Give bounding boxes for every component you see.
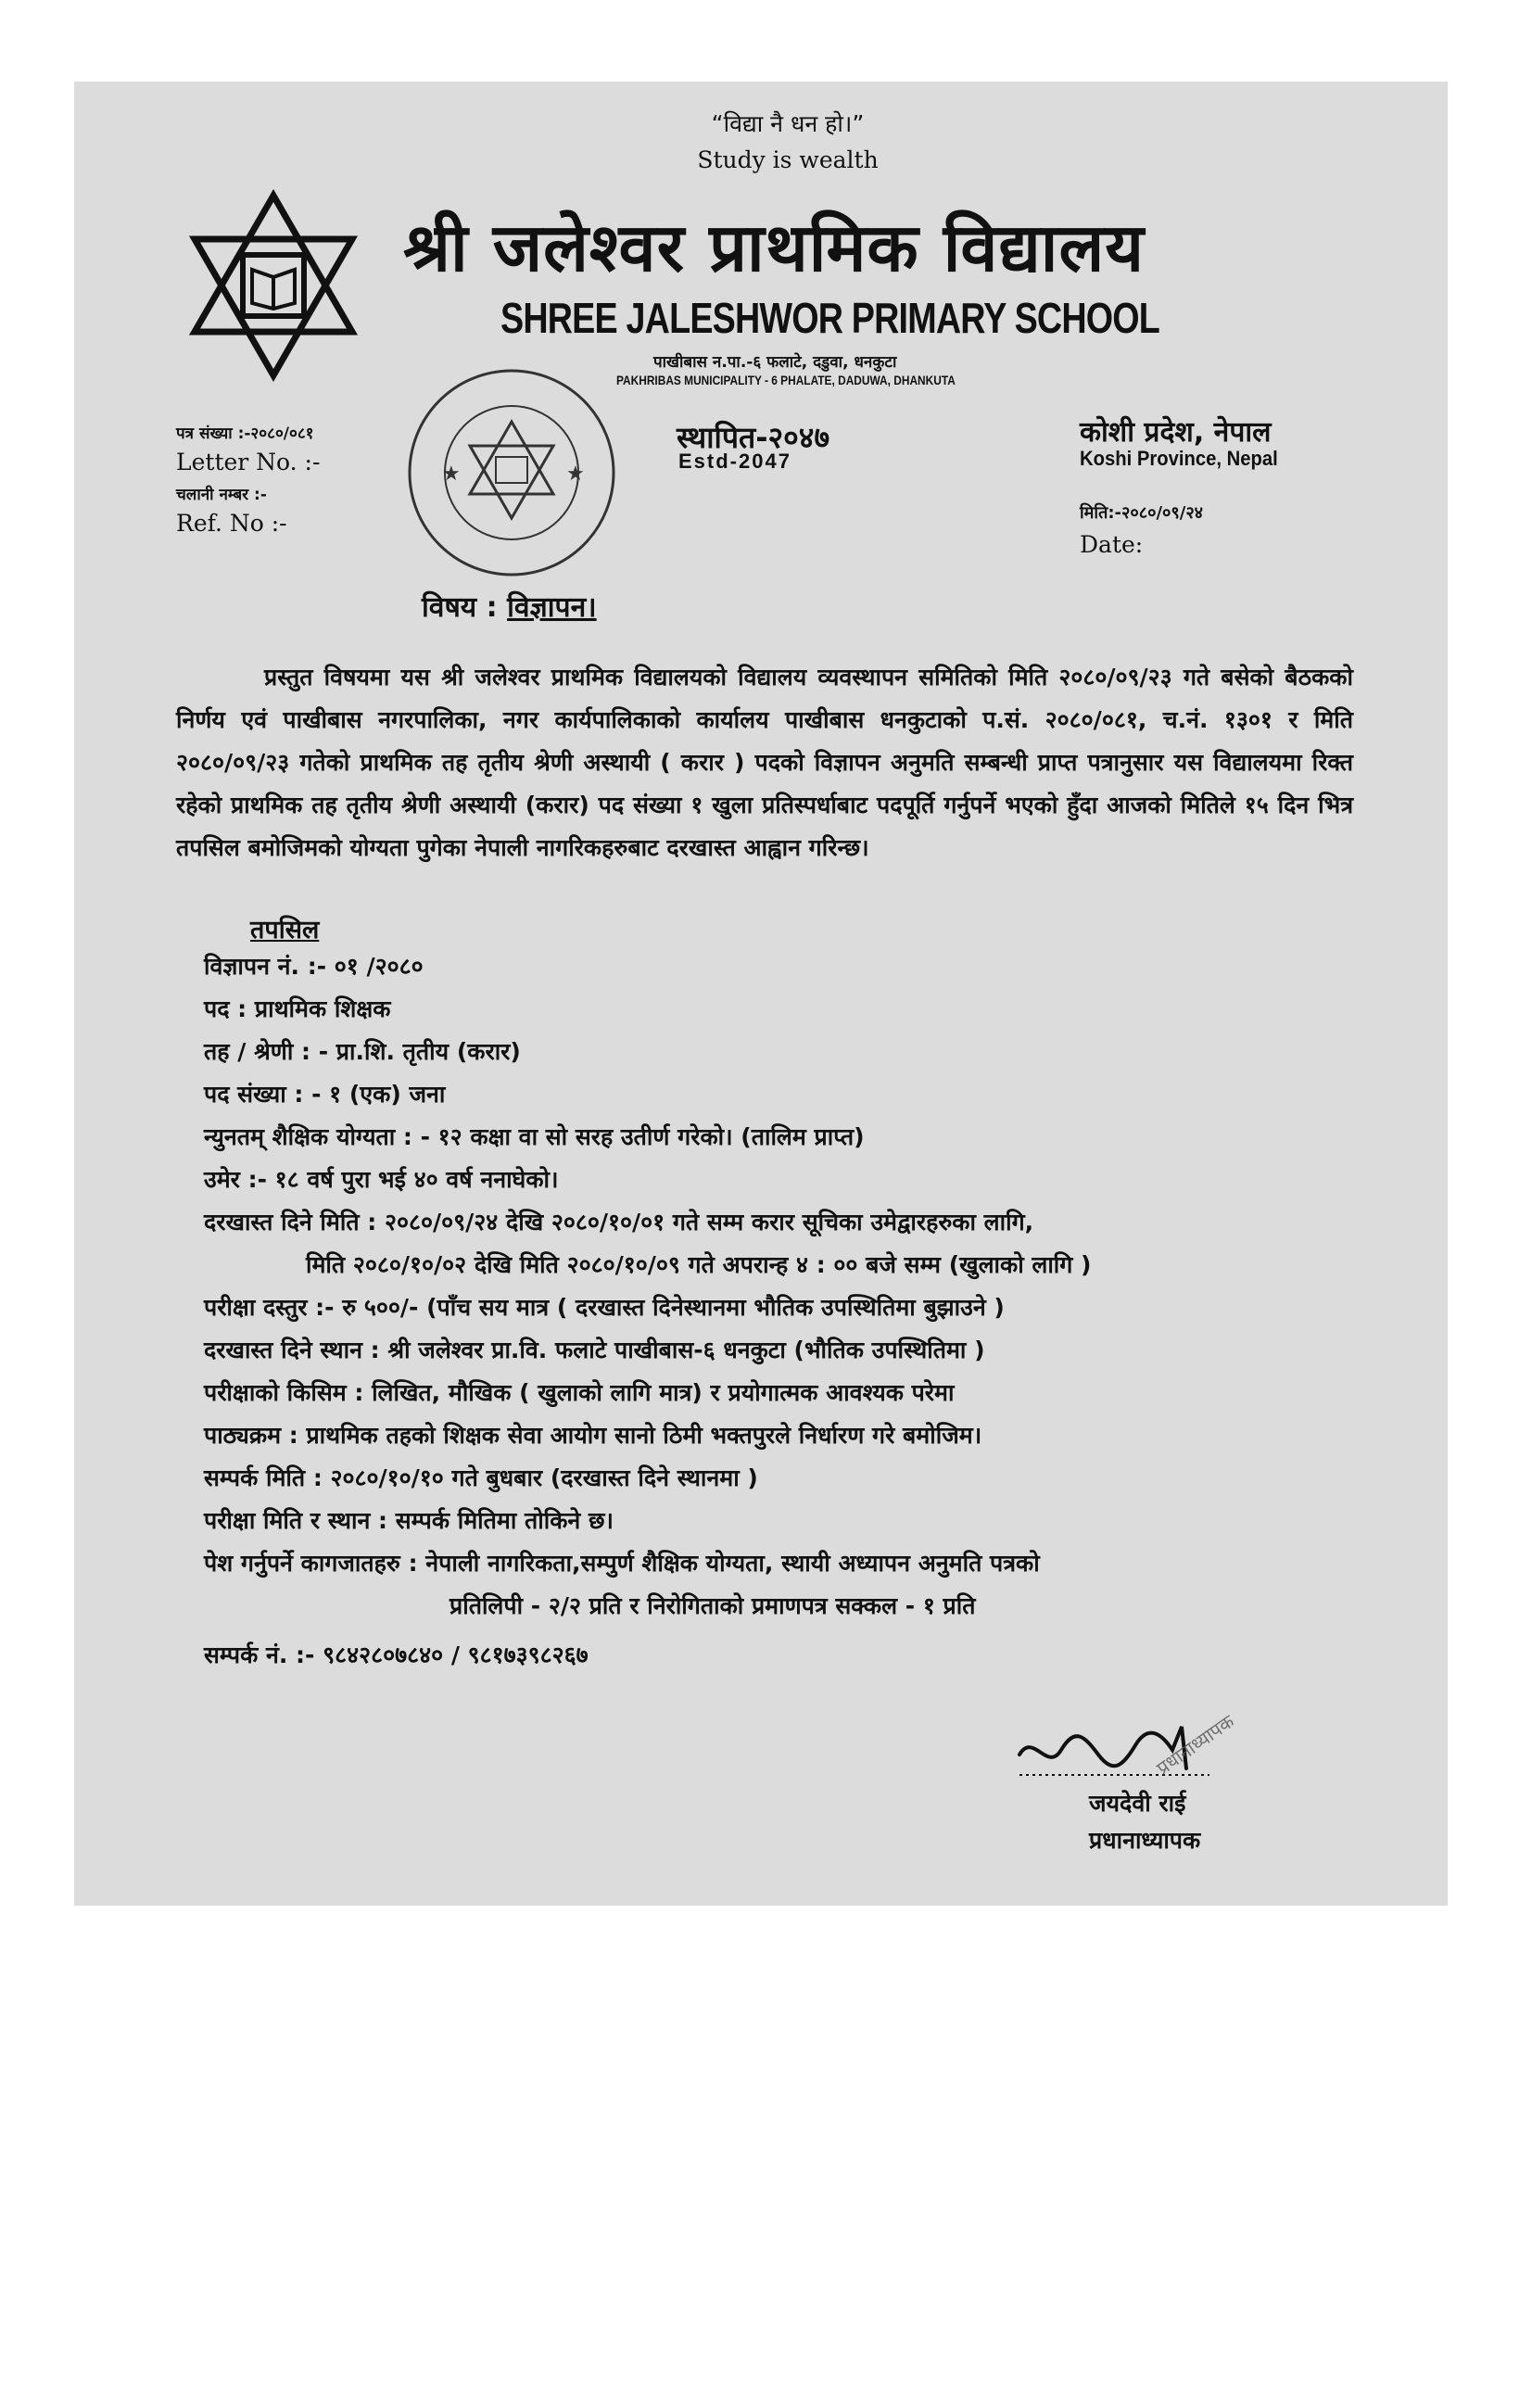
school-title-english: SHREE JALESHWOR PRIMARY SCHOOL	[500, 294, 1160, 342]
detail-yogyata: न्युनतम् शैक्षिक योग्यता : - १२ कक्षा वा सो सरह उतीर्ण गरेको। (तालिम प्राप्त)	[204, 1123, 865, 1150]
advertisement-details	[204, 945, 1362, 1628]
date-english: Date:	[1080, 531, 1144, 558]
detail-pariksha-miti: परीक्षा मिति र स्थान : सम्पर्क मितिमा तोकिने छ।	[204, 1507, 614, 1534]
svg-text:★: ★	[566, 463, 585, 486]
detail-dastur: परीक्षा दस्तुर :- रु ५००/- (पाँच सय मात्र ( दरखास्त दिनेस्थानमा भौतिक उपस्थितिमा बुझाउने )	[204, 1294, 1005, 1321]
signature-stamp: प्रधानाध्यापक	[1152, 1709, 1238, 1780]
detail-kagajat-2: प्रतिलिपी - २/२ प्रति र निरोगिताको प्रमाणपत्र सक्कल - १ प्रति	[449, 1592, 976, 1619]
detail-sthan: दरखास्त दिने स्थान : श्री जलेश्वर प्रा.वि. फलाटे पाखीबास-६ धनकुटा (भौतिक उपस्थितिमा )	[204, 1337, 985, 1363]
established-nepali: स्थापित-२०४७	[677, 420, 830, 455]
subject-line	[422, 587, 597, 625]
detail-darkhast-miti-2: मिति २०८०/१०/०२ देखि मिति २०८०/१०/०९ गते अपरान्ह ४ : ०० बजे सम्म (खुलाको लागि )	[306, 1251, 1092, 1278]
province-english: Koshi Province, Nepal	[1080, 447, 1278, 470]
established-english: Estd-2047	[678, 450, 791, 473]
date-nepali: मिति:-२०८०/०९/२४	[1080, 503, 1204, 523]
ref-number-nepali: चलानी नम्बर :-	[176, 486, 267, 504]
school-logo-star-icon	[176, 188, 371, 383]
subject-value: विज्ञापन।	[507, 591, 597, 624]
svg-text:★: ★	[442, 463, 461, 486]
signatory-name: जयदेवी राई	[1089, 1790, 1186, 1817]
school-address-english: PAKHRIBAS MUNICIPALITY - 6 PHALATE, DADUWA, DHANKUTA	[616, 373, 956, 387]
motto-english: Study is wealth	[697, 146, 879, 173]
detail-umer: उमेर :- १८ वर्ष पुरा भई ४० वर्ष ननाघेको।	[204, 1166, 559, 1193]
detail-samparka-miti: सम्पर्क मिति : २०८०/१०/१० गते बुधबार (दरखास्त दिने स्थानमा )	[204, 1464, 758, 1491]
ref-number-english: Ref. No :-	[176, 510, 287, 537]
letter-number-nepali: पत्र संख्या :-२०८०/०८१	[176, 425, 314, 443]
detail-vigyapan-no: विज्ञापन नं. :- ०१ /२०८०	[204, 953, 424, 980]
school-address-nepali: पाखीबास न.पा.-६ फलाटे, दडुवा, धनकुटा	[653, 353, 897, 372]
tapsil-heading: तपसिल	[250, 916, 320, 944]
scanned-letter	[74, 82, 1448, 1906]
contact-number: सम्पर्क नं. :- ९८४२८०७८४० / ९८१७३९८२६७	[204, 1641, 589, 1668]
detail-kagajat-1: पेश गर्नुपर्ने कागजातहरु : नेपाली नागरिकता,सम्पुर्ण शैक्षिक योग्यता, स्थायी अध्यापन अनुमति पत्रको	[204, 1550, 1040, 1577]
province-nepali: कोशी प्रदेश, नेपाल	[1080, 416, 1272, 449]
detail-darkhast-miti-1: दरखास्त दिने मिति : २०८०/०९/२४ देखि २०८०/१०/०१ गते सम्म करार सूचिका उमेद्वारहरुका लागि,	[204, 1209, 1034, 1236]
detail-taha-shreni: तह / श्रेणी : - प्रा.शि. तृतीय (करार)	[204, 1038, 521, 1065]
detail-kisim: परीक्षाको किसिम : लिखित, मौखिक ( खुलाको लागि मात्र) र प्रयोगात्मक आवश्यक परेमा	[204, 1379, 955, 1406]
motto-nepali: “विद्या नै धन हो।”	[711, 110, 865, 137]
letter-number-english: Letter No. :-	[176, 449, 321, 475]
detail-pathyakram: पाठ्यक्रम : प्राथमिक तहको शिक्षक सेवा आयोग सानो ठिमी भक्तपुरले निर्धारण गरे बमोजिम।	[204, 1422, 982, 1449]
reference-block	[176, 426, 320, 549]
body-paragraph: प्रस्तुत विषयमा यस श्री जलेश्वर प्राथमिक विद्यालयको विद्यालय व्यवस्थापन समितिको मिति २०८०/०९/२३ गते बसेको बैठकको निर्णय एवं पाखीबास नगरपालिका, नगर कार्यपालिकाको कार्यालय पाखीबास धनकुटाको प.सं. २०८०/०८१, च.नं. १३०१ र मिति २०८०/०९/२३ गतेको प्राथमिक तह तृतीय श्रेणी अस्थायी ( करार ) पदको विज्ञापन अनुमति सम्बन्धी प्राप्त पत्रानुसार यस विद्यालयमा रिक्त रहेको प्राथमिक तह तृतीय श्रेणी अस्थायी (करार) पद संख्या १ खुला प्रतिस्पर्धाबाट पदपूर्ति गर्नुपर्ने भएको हुँदा आजको मितिले १५ दिन भित्र तपसिल बमोजिमको योग्यता पुगेका नेपाली नागरिकहरुबाट दरखास्त आह्वान गरिन्छ।	[176, 664, 1353, 861]
signatory-title: प्रधानाध्यापक	[1089, 1827, 1201, 1854]
subject-label: विषय :	[422, 591, 498, 624]
school-seal-stamp	[403, 364, 621, 582]
school-title-nepali: श्री जलेश्वर प्राथमिक विद्यालय	[403, 209, 1146, 286]
detail-pad-sankhya: पद संख्या : - १ (एक) जना	[204, 1081, 446, 1108]
detail-pad: पद : प्राथमिक शिक्षक	[204, 995, 391, 1022]
